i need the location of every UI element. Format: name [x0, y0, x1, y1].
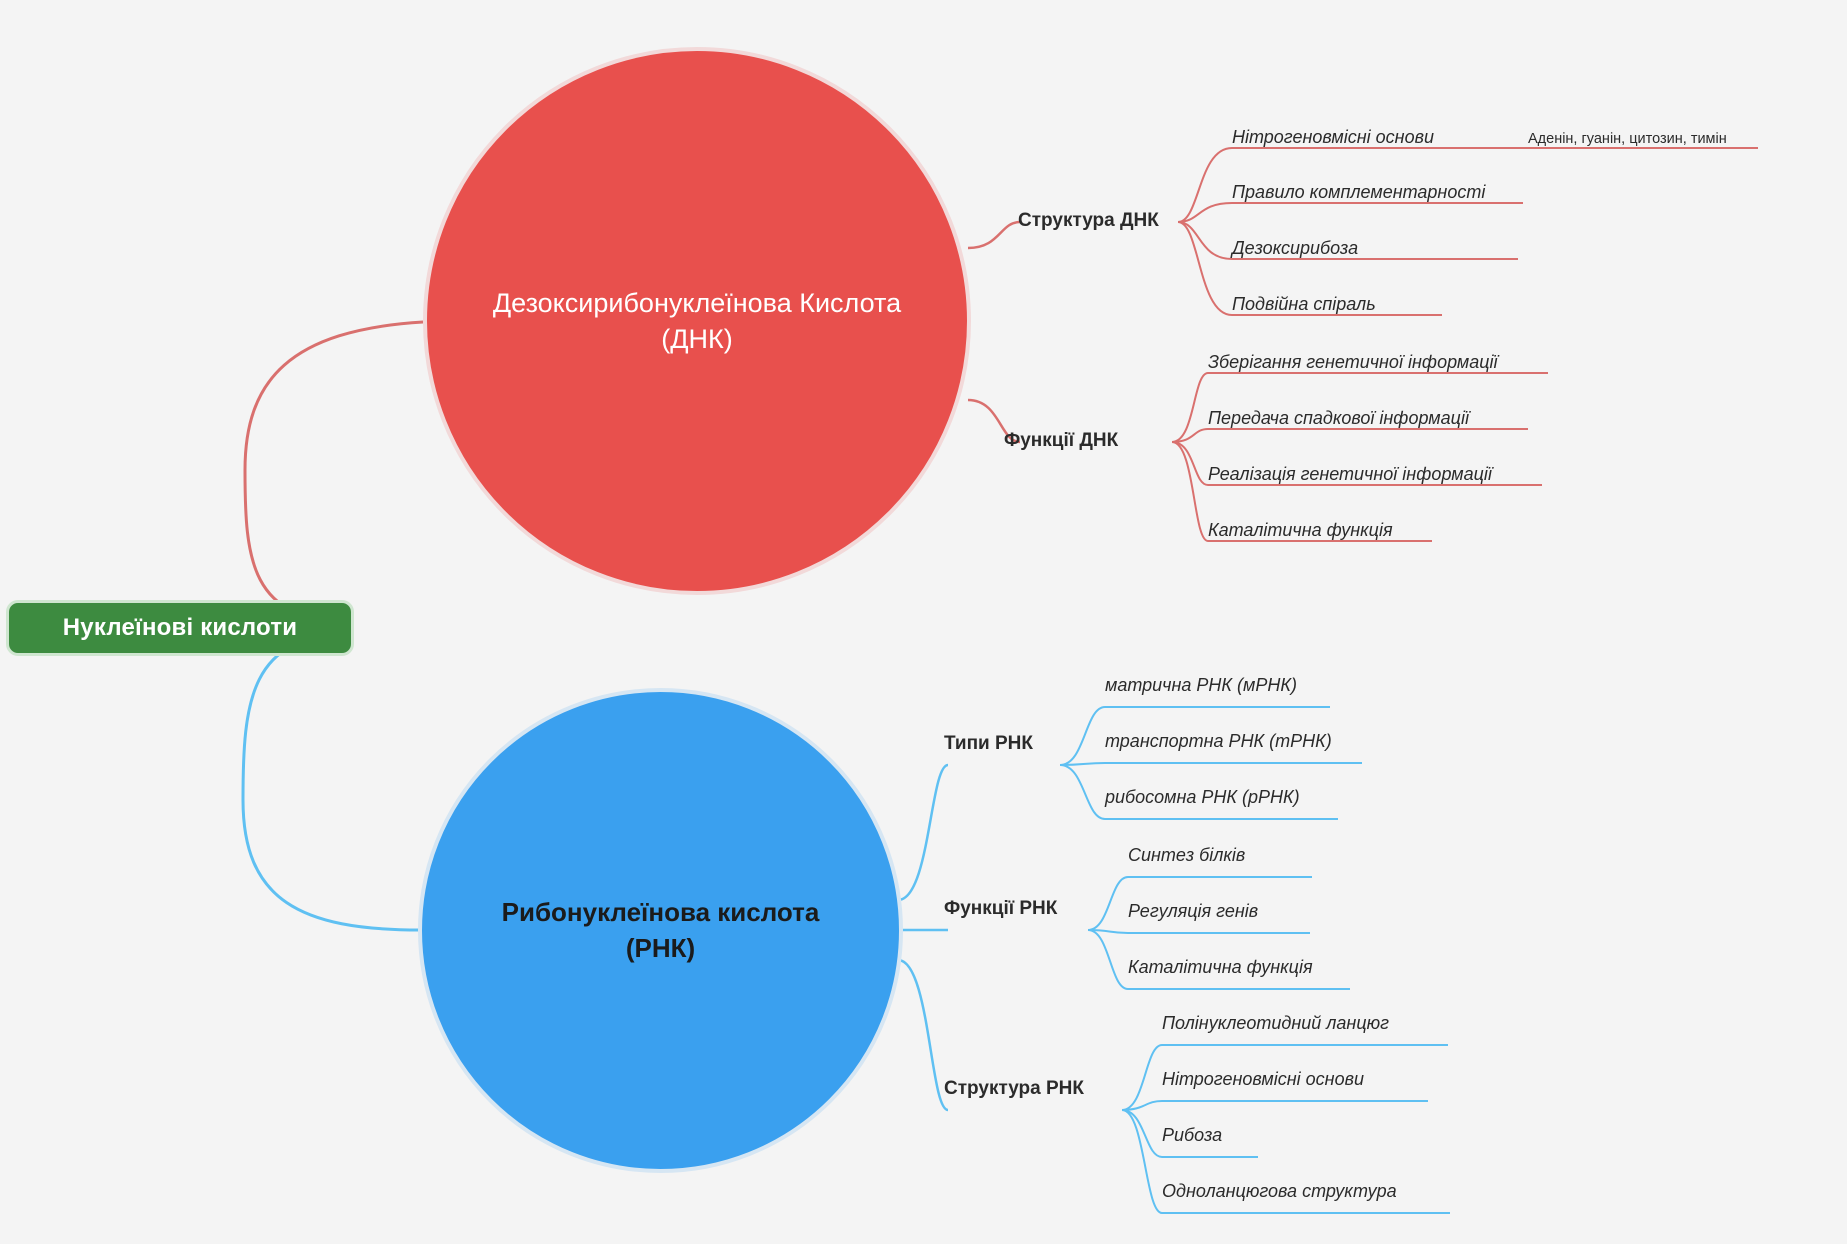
leaf-dna-structure-0[interactable]: Нітрогеновмісні основи: [1232, 127, 1434, 147]
group-label-dna-structure[interactable]: Структура ДНК: [1018, 210, 1159, 231]
leaf-rna-functions-1[interactable]: Регуляція генів: [1128, 901, 1259, 921]
leaf-rna-structure-1[interactable]: Нітрогеновмісні основи: [1162, 1069, 1364, 1089]
group-label-rna-types[interactable]: Типи РНК: [944, 733, 1033, 754]
leaf-rna-structure-2[interactable]: Рибоза: [1162, 1125, 1223, 1145]
leaf-dna-functions-0[interactable]: Зберігання генетичної інформації: [1208, 352, 1498, 372]
leaf-dna-structure-0-child-0[interactable]: Аденін, гуанін, цитозин, тимін: [1528, 131, 1727, 147]
leaf-dna-structure-2[interactable]: Дезоксирибоза: [1232, 238, 1359, 258]
branch-node-dna-label: [493, 285, 901, 358]
branch-node-dna-label-line1: Дезоксирибонуклеїнова Кислота: [492, 287, 902, 318]
leaf-dna-structure-3[interactable]: Подвійна спіраль: [1232, 294, 1376, 314]
leaf-dna-structure-1[interactable]: Правило комплементарності: [1232, 182, 1486, 202]
leaf-rna-types-2[interactable]: рибосомна РНК (рРНК): [1105, 787, 1300, 807]
leaf-dna-functions-2[interactable]: Реалізація генетичної інформації: [1208, 464, 1492, 484]
group-label-rna-functions[interactable]: Функції РНК: [944, 898, 1058, 919]
leaf-rna-types-1[interactable]: транспортна РНК (тРНК): [1105, 731, 1332, 751]
root-node-label: Нуклеїнові кислоти: [62, 614, 298, 641]
leaf-rna-functions-0[interactable]: Синтез білків: [1128, 845, 1246, 865]
branch-node-rna-label: [502, 895, 820, 965]
leaf-rna-types-0[interactable]: матрична РНК (мРНК): [1105, 675, 1297, 695]
branch-node-dna-label-line2: (ДНК): [661, 324, 733, 354]
group-label-dna-functions[interactable]: Функції ДНК: [1004, 430, 1119, 451]
leaf-dna-functions-3[interactable]: Каталітична функція: [1208, 520, 1393, 540]
group-label-rna-structure[interactable]: Структура РНК: [944, 1078, 1084, 1099]
branch-node-dna[interactable]: [423, 47, 971, 595]
branch-node-rna[interactable]: [418, 688, 903, 1173]
leaf-dna-functions-1[interactable]: Передача спадкової інформації: [1208, 408, 1469, 428]
leaf-rna-structure-3[interactable]: Одноланцюгова структура: [1162, 1181, 1397, 1201]
branch-node-rna-label-line1: Рибонуклеїнова кислота: [501, 897, 820, 928]
leaf-rna-functions-2[interactable]: Каталітична функція: [1128, 957, 1313, 977]
branch-node-rna-label-line2: (РНК): [625, 932, 696, 963]
leaf-rna-structure-0[interactable]: Полінуклеотидний ланцюг: [1162, 1013, 1390, 1033]
root-node-nucleic-acids[interactable]: [6, 600, 354, 656]
